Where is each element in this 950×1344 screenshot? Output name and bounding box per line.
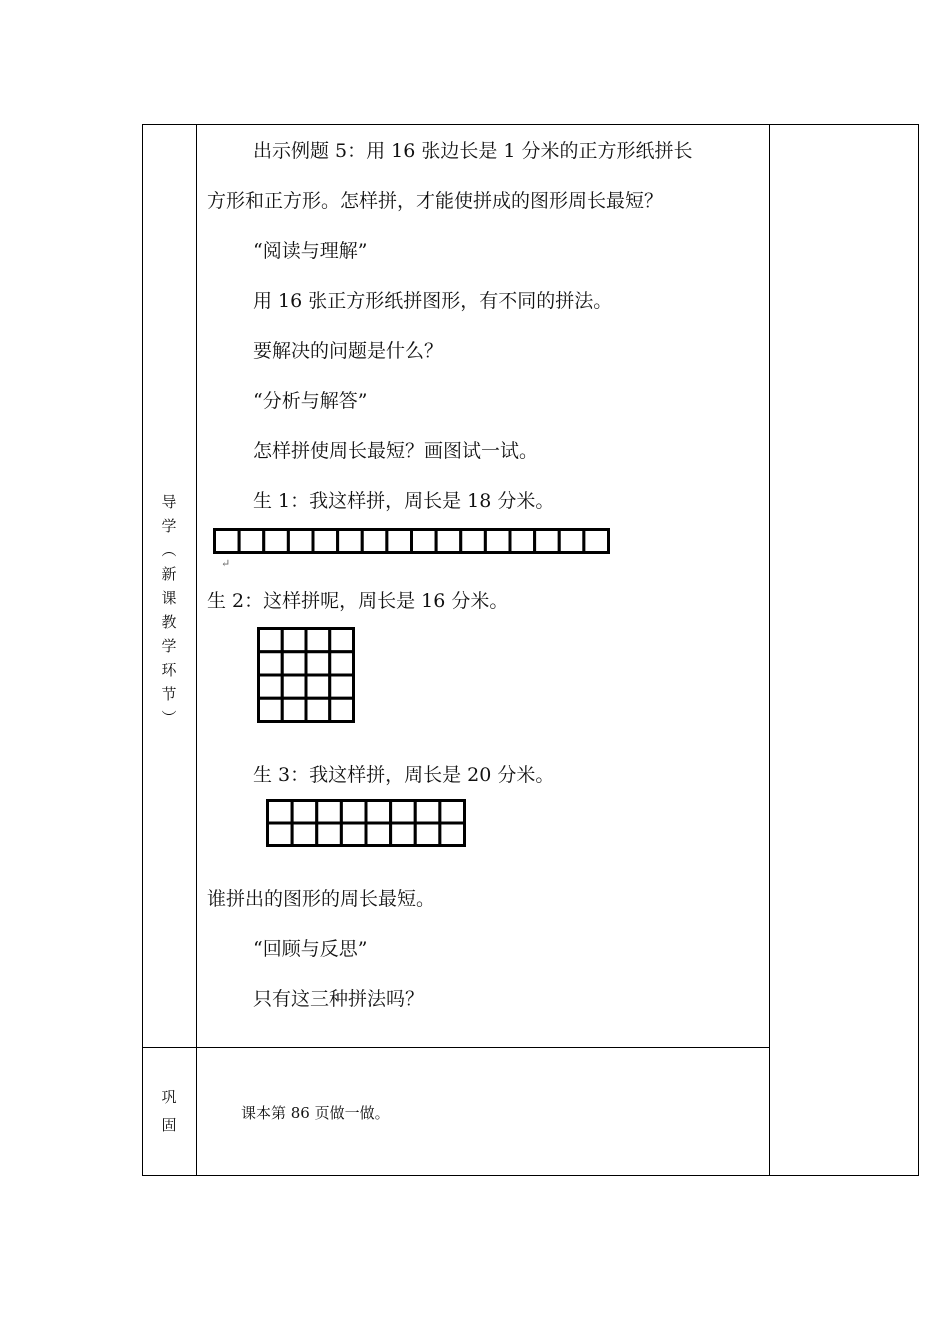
square-tile bbox=[440, 801, 465, 824]
square-tile bbox=[415, 801, 440, 824]
square-tile bbox=[282, 675, 306, 698]
example-line-1: 出示例题 5：用 16 张边长是 1 分米的正方形纸拼长 bbox=[253, 140, 693, 162]
square-tile bbox=[366, 823, 391, 846]
square-tile bbox=[412, 530, 437, 553]
square-tile bbox=[239, 530, 264, 553]
column-divider-right bbox=[769, 124, 770, 1176]
square-tile bbox=[306, 675, 330, 698]
square-tile bbox=[264, 530, 289, 553]
heading-analyze-answer: “分析与解答” bbox=[253, 390, 368, 412]
square-tile bbox=[485, 530, 510, 553]
square-tile bbox=[282, 698, 306, 721]
square-tile bbox=[282, 652, 306, 675]
square-tile bbox=[268, 801, 293, 824]
square-tile bbox=[391, 823, 416, 846]
section-label-guided-study: 导 学 ︵ 新 课 教 学 环 节 ︶ bbox=[161, 493, 177, 727]
square-tile bbox=[330, 629, 354, 652]
square-tile bbox=[306, 652, 330, 675]
square-tile bbox=[436, 530, 461, 553]
square-tile bbox=[415, 823, 440, 846]
square-tile bbox=[341, 823, 366, 846]
square-tile bbox=[330, 652, 354, 675]
figure-2x8-grid bbox=[266, 799, 466, 847]
heading-review-reflect: “回顾与反思” bbox=[253, 938, 368, 960]
section-label-consolidate: 巩 固 bbox=[161, 1088, 177, 1134]
who-shortest-text: 谁拼出的图形的周长最短。 bbox=[207, 888, 436, 910]
example-line-2: 方形和正方形。怎样拼，才能使拼成的图形周长最短？ bbox=[207, 190, 664, 212]
square-tile bbox=[461, 530, 486, 553]
heading-read-understand: “阅读与理解” bbox=[253, 240, 368, 262]
reflect-text: 只有这三种拼法吗？ bbox=[253, 988, 425, 1010]
square-tile bbox=[440, 823, 465, 846]
square-tile bbox=[330, 675, 354, 698]
square-tile bbox=[317, 823, 342, 846]
paragraph-return-mark: ↵ bbox=[221, 557, 231, 570]
square-tile bbox=[510, 530, 535, 553]
square-tile bbox=[306, 629, 330, 652]
square-tile bbox=[362, 530, 387, 553]
question-text: 要解决的问题是什么？ bbox=[253, 340, 444, 362]
square-tile bbox=[292, 801, 317, 824]
square-tile bbox=[559, 530, 584, 553]
square-tile bbox=[391, 801, 416, 824]
student1-text: 生 1：我这样拼，周长是 18 分米。 bbox=[253, 490, 555, 512]
square-tile bbox=[341, 801, 366, 824]
square-tile bbox=[584, 530, 609, 553]
figure-1x16-grid bbox=[213, 528, 610, 554]
square-tile bbox=[313, 530, 338, 553]
figure-4x4-grid bbox=[257, 627, 355, 723]
square-tile bbox=[306, 698, 330, 721]
square-tile bbox=[330, 698, 354, 721]
square-tile bbox=[338, 530, 363, 553]
student3-text: 生 3：我这样拼，周长是 20 分米。 bbox=[253, 764, 555, 786]
square-tile bbox=[268, 823, 293, 846]
square-tile bbox=[259, 629, 283, 652]
square-tile bbox=[366, 801, 391, 824]
column-divider-left bbox=[196, 124, 197, 1176]
square-tile bbox=[317, 801, 342, 824]
square-tile bbox=[259, 698, 283, 721]
square-tile bbox=[215, 530, 240, 553]
analyze-text: 怎样拼使周长最短？画图试一试。 bbox=[253, 440, 539, 462]
square-tile bbox=[387, 530, 412, 553]
square-tile bbox=[282, 629, 306, 652]
square-tile bbox=[535, 530, 560, 553]
square-tile bbox=[259, 652, 283, 675]
square-tile bbox=[259, 675, 283, 698]
student2-text: 生 2：这样拼呢，周长是 16 分米。 bbox=[207, 590, 509, 612]
practice-text: 课本第 86 页做一做。 bbox=[241, 1104, 390, 1122]
square-tile bbox=[288, 530, 313, 553]
square-tile bbox=[292, 823, 317, 846]
row-divider bbox=[142, 1047, 769, 1048]
read-text: 用 16 张正方形纸拼图形，有不同的拼法。 bbox=[253, 290, 613, 312]
